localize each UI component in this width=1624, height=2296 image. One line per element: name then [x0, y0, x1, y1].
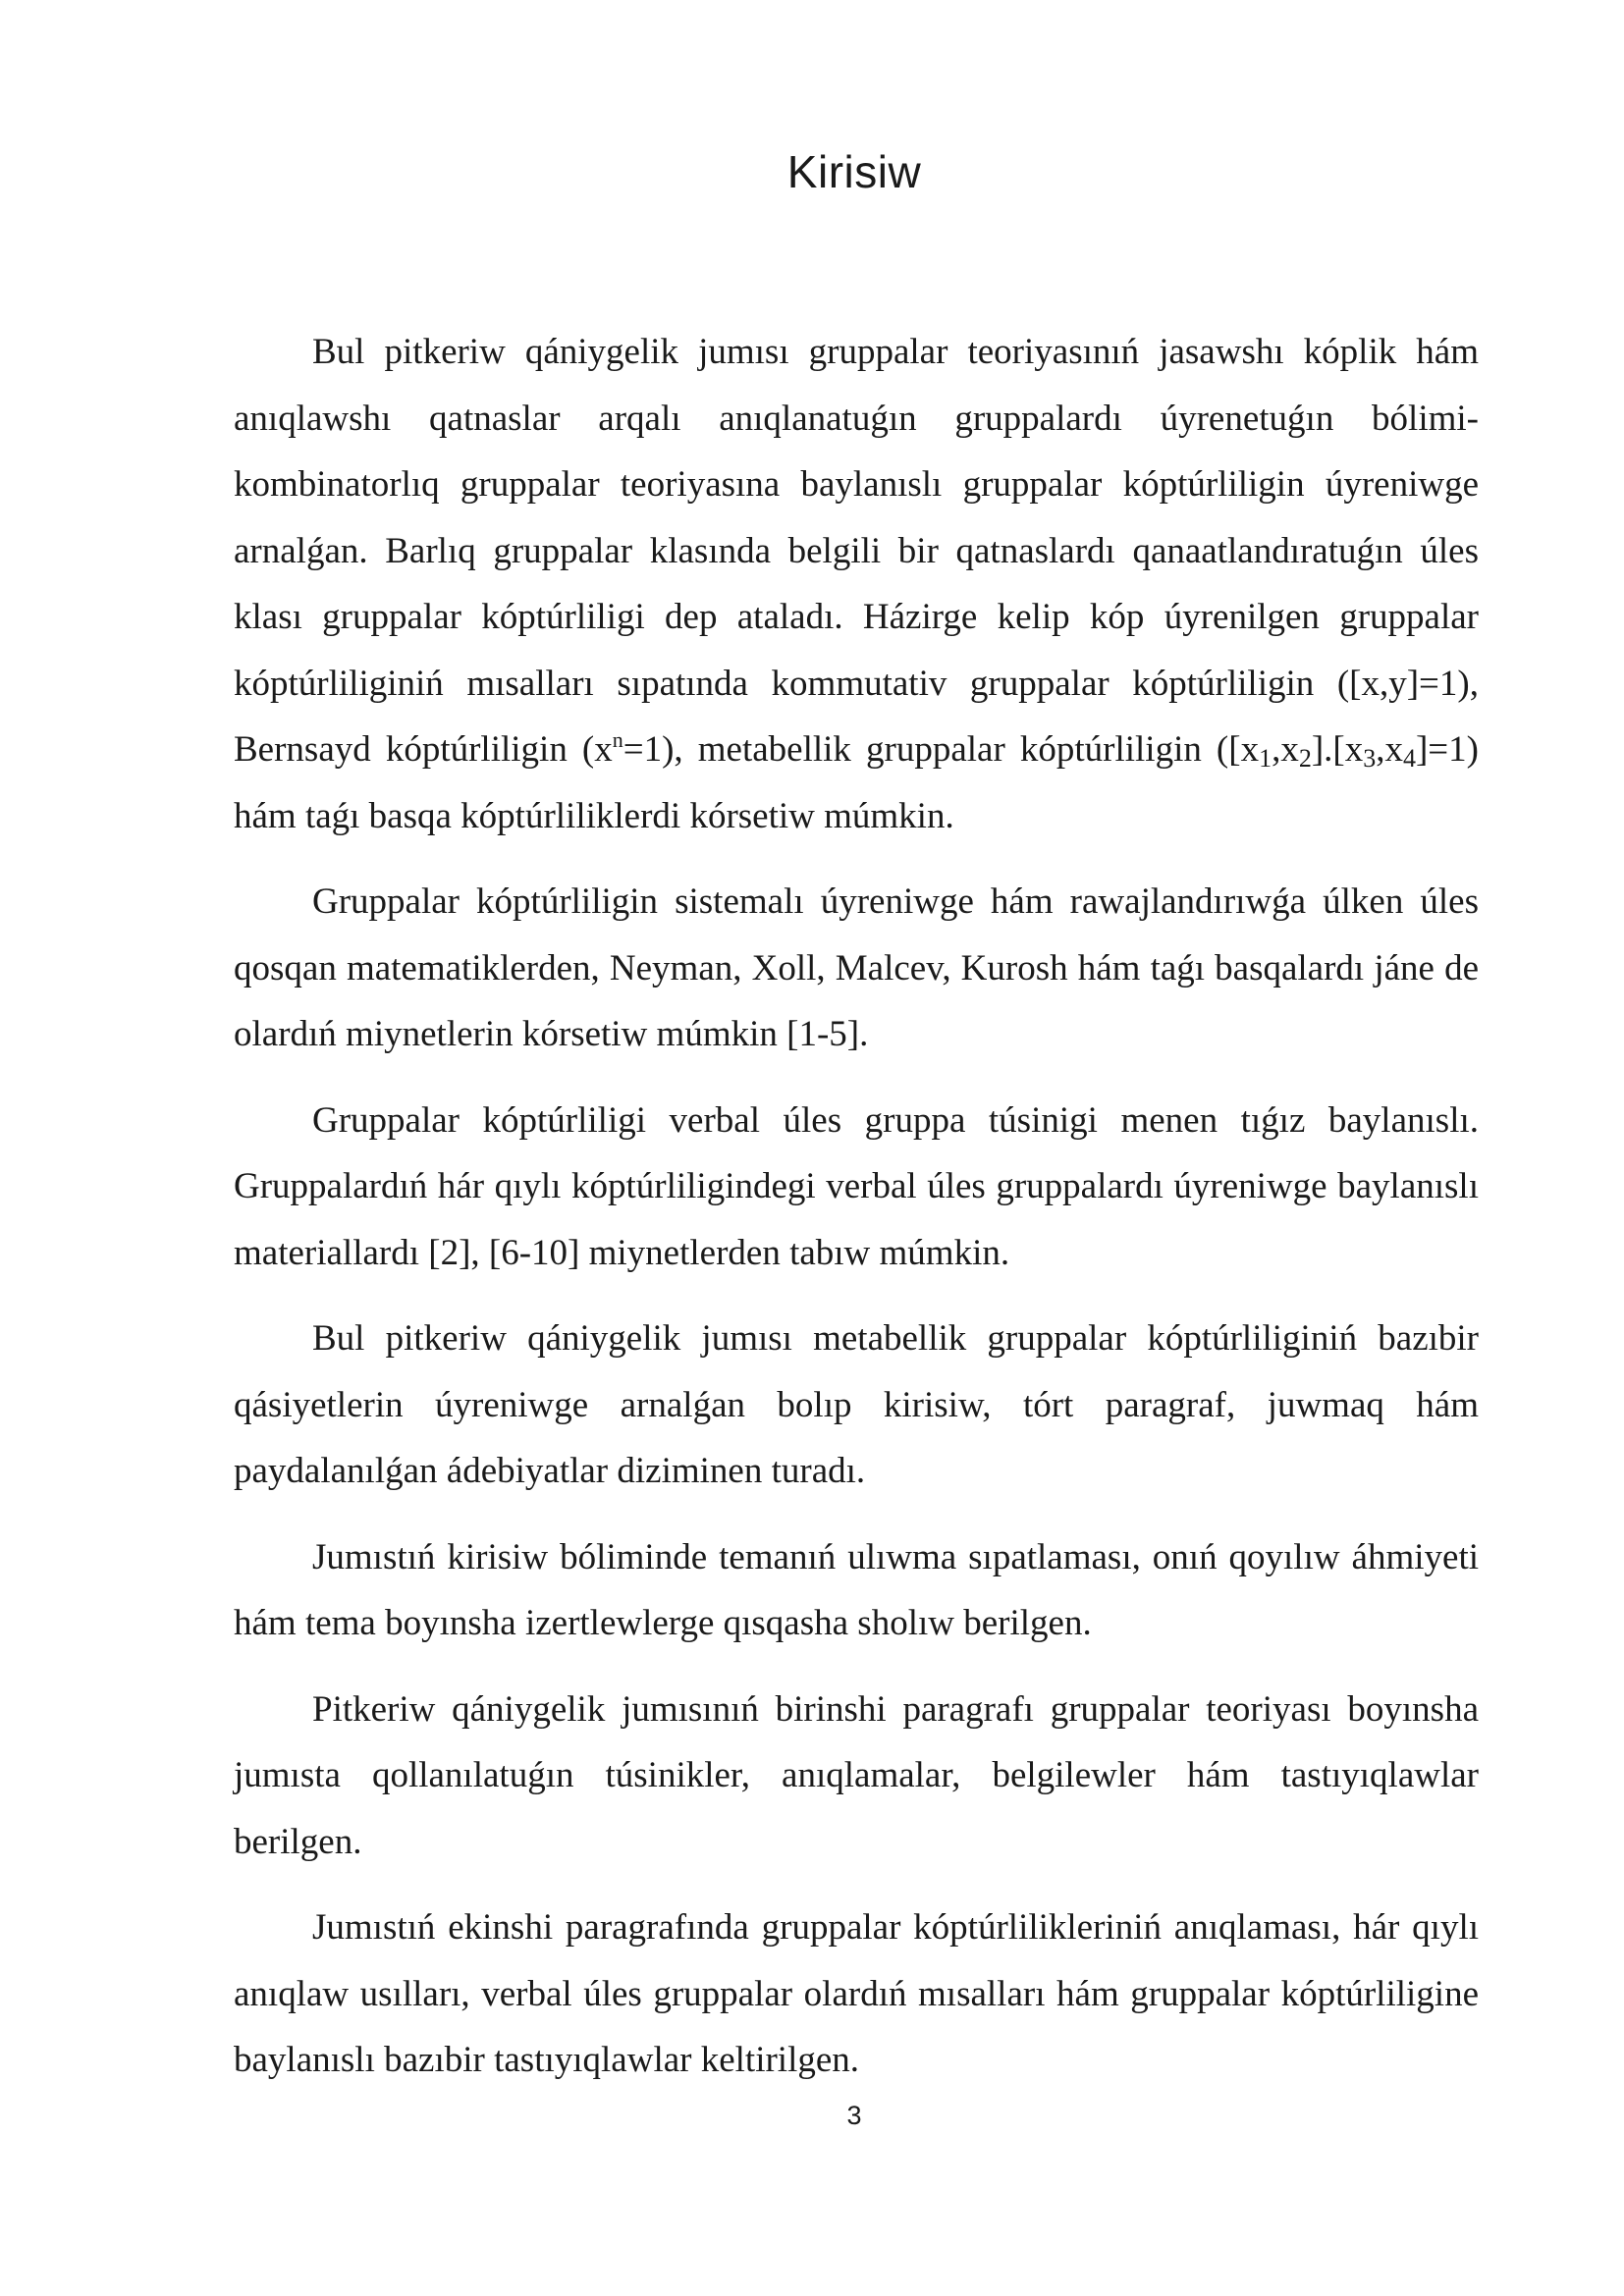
paragraph-7: Jumıstıń ekinshi paragrafında gruppalar kóptúrlilikleriniń anıqlaması, hár qıylı anıqlaw usılları, verbal úles gruppalar olardıń mısalları hám gruppalar kóptúrliligine baylanıslı bazıbir tastıyıqlawlar keltirilgen.	[234, 1907, 1479, 2080]
paragraph-1-text-a: Bul pitkeriw qániygelik jumısı gruppalar teoriyasınıń jasawshı kóplik hám anıqlawshı qatnaslar arqalı anıqlanatuǵın gruppalardı úyrenetuǵın bólimi-kombinatorlıq gruppalar teoriyasına baylanıslı gruppalar kóptúrliligin úyreniwge arnalǵan. Barlıq gruppalar klasında belgili bir qatnaslardı qanaatlandıratuǵın úles klası gruppalar kóptúrliligi dep ataladı. Házirge kelip kóp úyrenilgen gruppalar kóptúrliliginiń mısalları sıpatında kommutativ gruppalar kóptúrliligin ([x,y]=1), Bernsayd kóptúrliligin (x	[234, 332, 1479, 770]
subscript-2: 2	[1298, 744, 1312, 773]
paragraph-2: Gruppalar kóptúrliligin sistemalı úyreniwge hám rawajlandırıwǵa úlken úles qosqan matematiklerden, Neyman, Xoll, Malcev, Kurosh hám taǵı basqalardı jáne de olardıń miynetlerin kórsetiw múmkin [1-5].	[234, 881, 1479, 1054]
paragraph-1-text-e: ,x	[1376, 729, 1403, 770]
paragraph-5: Jumıstıń kirisiw bóliminde temanıń ulıwma sıpatlaması, onıń qoyılıw áhmiyeti hám tema boyınsha izertlewlerge qısqasha sholıw berilgen.	[234, 1536, 1479, 1643]
paragraph-1-text-f: ]=1) hám taǵı basqa kóptúrliliklerdi kórsetiw múmkin.	[234, 729, 1479, 836]
paragraph-1-text-c: ,x	[1272, 729, 1299, 770]
subscript-4: 4	[1402, 744, 1416, 773]
superscript-n: n	[612, 727, 623, 752]
page-number: 3	[846, 2101, 862, 2130]
subscript-3: 3	[1363, 744, 1377, 773]
paragraph-1	[234, 319, 1479, 849]
page-title: Kirisiw	[786, 146, 922, 197]
paragraph-1-text-b: =1), metabellik gruppalar kóptúrliligin ([x	[623, 729, 1260, 770]
subscript-1: 1	[1259, 744, 1272, 773]
paragraph-1-text-d: ].[x	[1311, 729, 1364, 770]
paragraph-6: Pitkeriw qániygelik jumısınıń birinshi paragrafı gruppalar teoriyası boyınsha jumısta qollanılatuǵın túsinikler, anıqlamalar, belgilewler hám tastıyıqlawlar berilgen.	[234, 1688, 1479, 1862]
document-body	[234, 319, 1479, 2113]
paragraph-4: Bul pitkeriw qániygelik jumısı metabellik gruppalar kóptúrliliginiń bazıbir qásiyetlerin úyreniwge arnalǵan bolıp kirisiw, tórt paragraf, juwmaq hám paydalanılǵan ádebiyatlar diziminen turadı.	[234, 1318, 1479, 1491]
paragraph-3: Gruppalar kóptúrliligi verbal úles gruppa túsinigi menen tıǵız baylanıslı. Gruppalardıń hár qıylı kóptúrliligindegi verbal úles gruppalardı úyreniwge baylanıslı materiallardı [2], [6-10] miynetlerden tabıw múmkin.	[234, 1099, 1479, 1273]
